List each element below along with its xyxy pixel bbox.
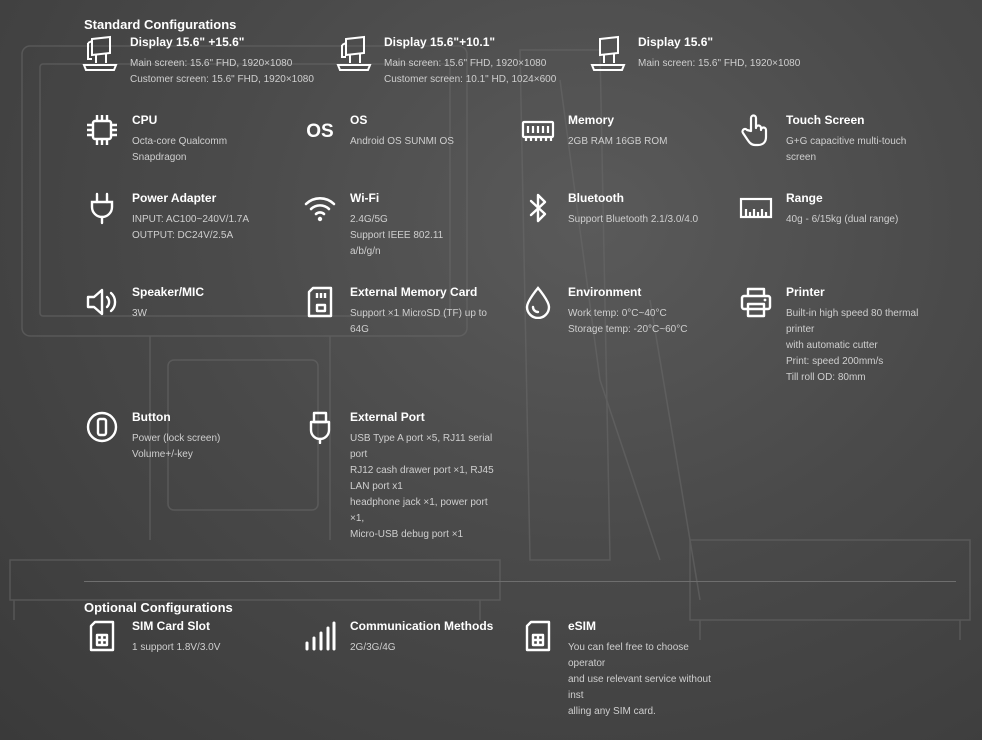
spec-line: Android OS SUNMI OS — [350, 136, 454, 147]
spec-title: Touch Screen — [786, 113, 865, 127]
spec-line: Support Bluetooth 2.1/3.0/4.0 — [568, 214, 699, 225]
spec-title: External Port — [350, 410, 425, 424]
optional-line: 1 support 1.8V/3.0V — [132, 642, 221, 653]
memory-icon — [520, 113, 556, 149]
spec-title: Environment — [568, 285, 642, 299]
drop-icon — [520, 285, 556, 321]
spec-printer — [738, 285, 918, 386]
optional-line: operator — [568, 658, 606, 669]
os-icon — [302, 113, 338, 149]
sd-card-icon — [302, 285, 338, 321]
spec-line: port — [350, 449, 368, 460]
display-item-15-6 — [588, 35, 800, 75]
spec-title: OS — [350, 113, 368, 127]
spec-line: screen — [786, 152, 817, 163]
spec-line: Volume+/-key — [132, 449, 193, 460]
spec-line: LAN port x1 — [350, 481, 403, 492]
esim-icon — [520, 619, 556, 655]
display-item-15-6-10-1 — [334, 35, 556, 88]
printer-icon — [738, 285, 774, 321]
spec-external-memory-card — [302, 285, 487, 338]
spec-touch-screen — [738, 113, 906, 166]
standard-configurations-title: Standard Configurations — [84, 17, 237, 32]
spec-line: 3W — [132, 308, 147, 319]
optional-title: Communication Methods — [350, 619, 494, 633]
spec-line: printer — [786, 324, 815, 335]
spec-title: CPU — [132, 113, 158, 127]
spec-title: Wi-Fi — [350, 191, 380, 205]
display-item-dual-15-6 — [80, 35, 314, 88]
os-icon-text: OS — [306, 121, 334, 142]
signal-bars-icon — [302, 619, 338, 655]
monitor-icon — [80, 35, 120, 75]
spec-line: OUTPUT: DC24V/2.5A — [132, 230, 234, 241]
spec-title: Memory — [568, 113, 615, 127]
scale-icon — [738, 191, 774, 227]
spec-line: with automatic cutter — [786, 340, 878, 351]
spec-line: 64G — [350, 324, 369, 335]
optional-sim-card-slot — [84, 619, 220, 656]
optional-title: eSIM — [568, 619, 597, 633]
spec-line: INPUT: AC100~240V/1.7A — [132, 214, 250, 225]
spec-title: Power Adapter — [132, 191, 217, 205]
spec-title: External Memory Card — [350, 285, 478, 299]
optional-configurations-title: Optional Configurations — [84, 600, 233, 615]
spec-line: a/b/g/n — [350, 246, 381, 257]
spec-power-adapter — [84, 191, 249, 244]
spec-line: Built-in high speed 80 thermal — [786, 308, 919, 319]
spec-line: Micro-USB debug port ×1 — [350, 529, 464, 540]
spec-wifi — [302, 191, 443, 260]
spec-line: ×1, — [350, 513, 365, 524]
sim-card-icon — [84, 619, 120, 655]
spec-line: 2GB RAM 16GB ROM — [568, 136, 668, 147]
spec-line: Support ×1 MicroSD (TF) up to — [350, 308, 487, 319]
display-line: Main screen: 15.6" FHD, 1920×1080 — [130, 58, 293, 69]
spec-button — [84, 410, 220, 463]
optional-line: 2G/3G/4G — [350, 642, 396, 653]
optional-communication-methods — [302, 619, 493, 656]
spec-line: 2.4G/5G — [350, 214, 388, 225]
button-icon — [84, 410, 120, 446]
spec-environment — [520, 285, 687, 338]
display-title: Display 15.6" +15.6" — [130, 35, 245, 49]
display-title: Display 15.6" — [638, 35, 714, 49]
optional-title: SIM Card Slot — [132, 619, 211, 633]
wifi-icon — [302, 191, 338, 227]
spec-cpu — [84, 113, 227, 166]
power-plug-icon — [84, 191, 120, 227]
optional-line: alling any SIM card. — [568, 706, 656, 717]
spec-line: Snapdragon — [132, 152, 187, 163]
spec-title: Button — [132, 410, 171, 424]
spec-line: 40g - 6/15kg (dual range) — [786, 214, 899, 225]
spec-line: Work temp: 0°C~40°C — [568, 308, 667, 319]
spec-bluetooth — [520, 191, 698, 228]
display-line: Main screen: 15.6" FHD, 1920×1080 — [384, 58, 547, 69]
spec-line: headphone jack ×1, power port — [350, 497, 488, 508]
spec-line: Octa-core Qualcomm — [132, 136, 228, 147]
touch-icon — [738, 113, 774, 149]
optional-line: and use relevant service without — [568, 674, 711, 685]
monitor-icon — [334, 35, 374, 75]
spec-title: Printer — [786, 285, 825, 299]
spec-title: Bluetooth — [568, 191, 624, 205]
spec-line: Print: speed 200mm/s — [786, 356, 884, 367]
spec-line: Till roll OD: 80mm — [786, 372, 866, 383]
display-line: Customer screen: 15.6" FHD, 1920×1080 — [130, 74, 314, 85]
optional-line: inst — [568, 690, 584, 701]
spec-line: Power (lock screen) — [132, 433, 221, 444]
cpu-icon — [84, 113, 120, 149]
spec-os — [302, 113, 454, 150]
monitor-icon — [588, 35, 628, 75]
spec-range — [738, 191, 898, 228]
optional-line: You can feel free to choose — [568, 642, 689, 653]
spec-line: RJ12 cash drawer port ×1, RJ45 — [350, 465, 494, 476]
bluetooth-icon — [520, 191, 556, 227]
spec-line: Support IEEE 802.11 — [350, 230, 444, 241]
spec-line: USB Type A port ×5, RJ11 serial — [350, 433, 493, 444]
spec-external-port — [302, 410, 494, 543]
display-line: Main screen: 15.6" FHD, 1920×1080 — [638, 58, 801, 69]
optional-esim — [520, 619, 711, 720]
spec-title: Range — [786, 191, 823, 205]
spec-speaker-mic — [84, 285, 204, 322]
spec-memory — [520, 113, 667, 150]
section-divider — [84, 581, 956, 582]
spec-line: G+G capacitive multi-touch — [786, 136, 907, 147]
speaker-icon — [84, 285, 120, 321]
spec-title: Speaker/MIC — [132, 285, 205, 299]
usb-port-icon — [302, 410, 338, 446]
display-line: Customer screen: 10.1" HD, 1024×600 — [384, 74, 557, 85]
spec-line: Storage temp: -20°C~60°C — [568, 324, 688, 335]
display-title: Display 15.6"+10.1" — [384, 35, 496, 49]
